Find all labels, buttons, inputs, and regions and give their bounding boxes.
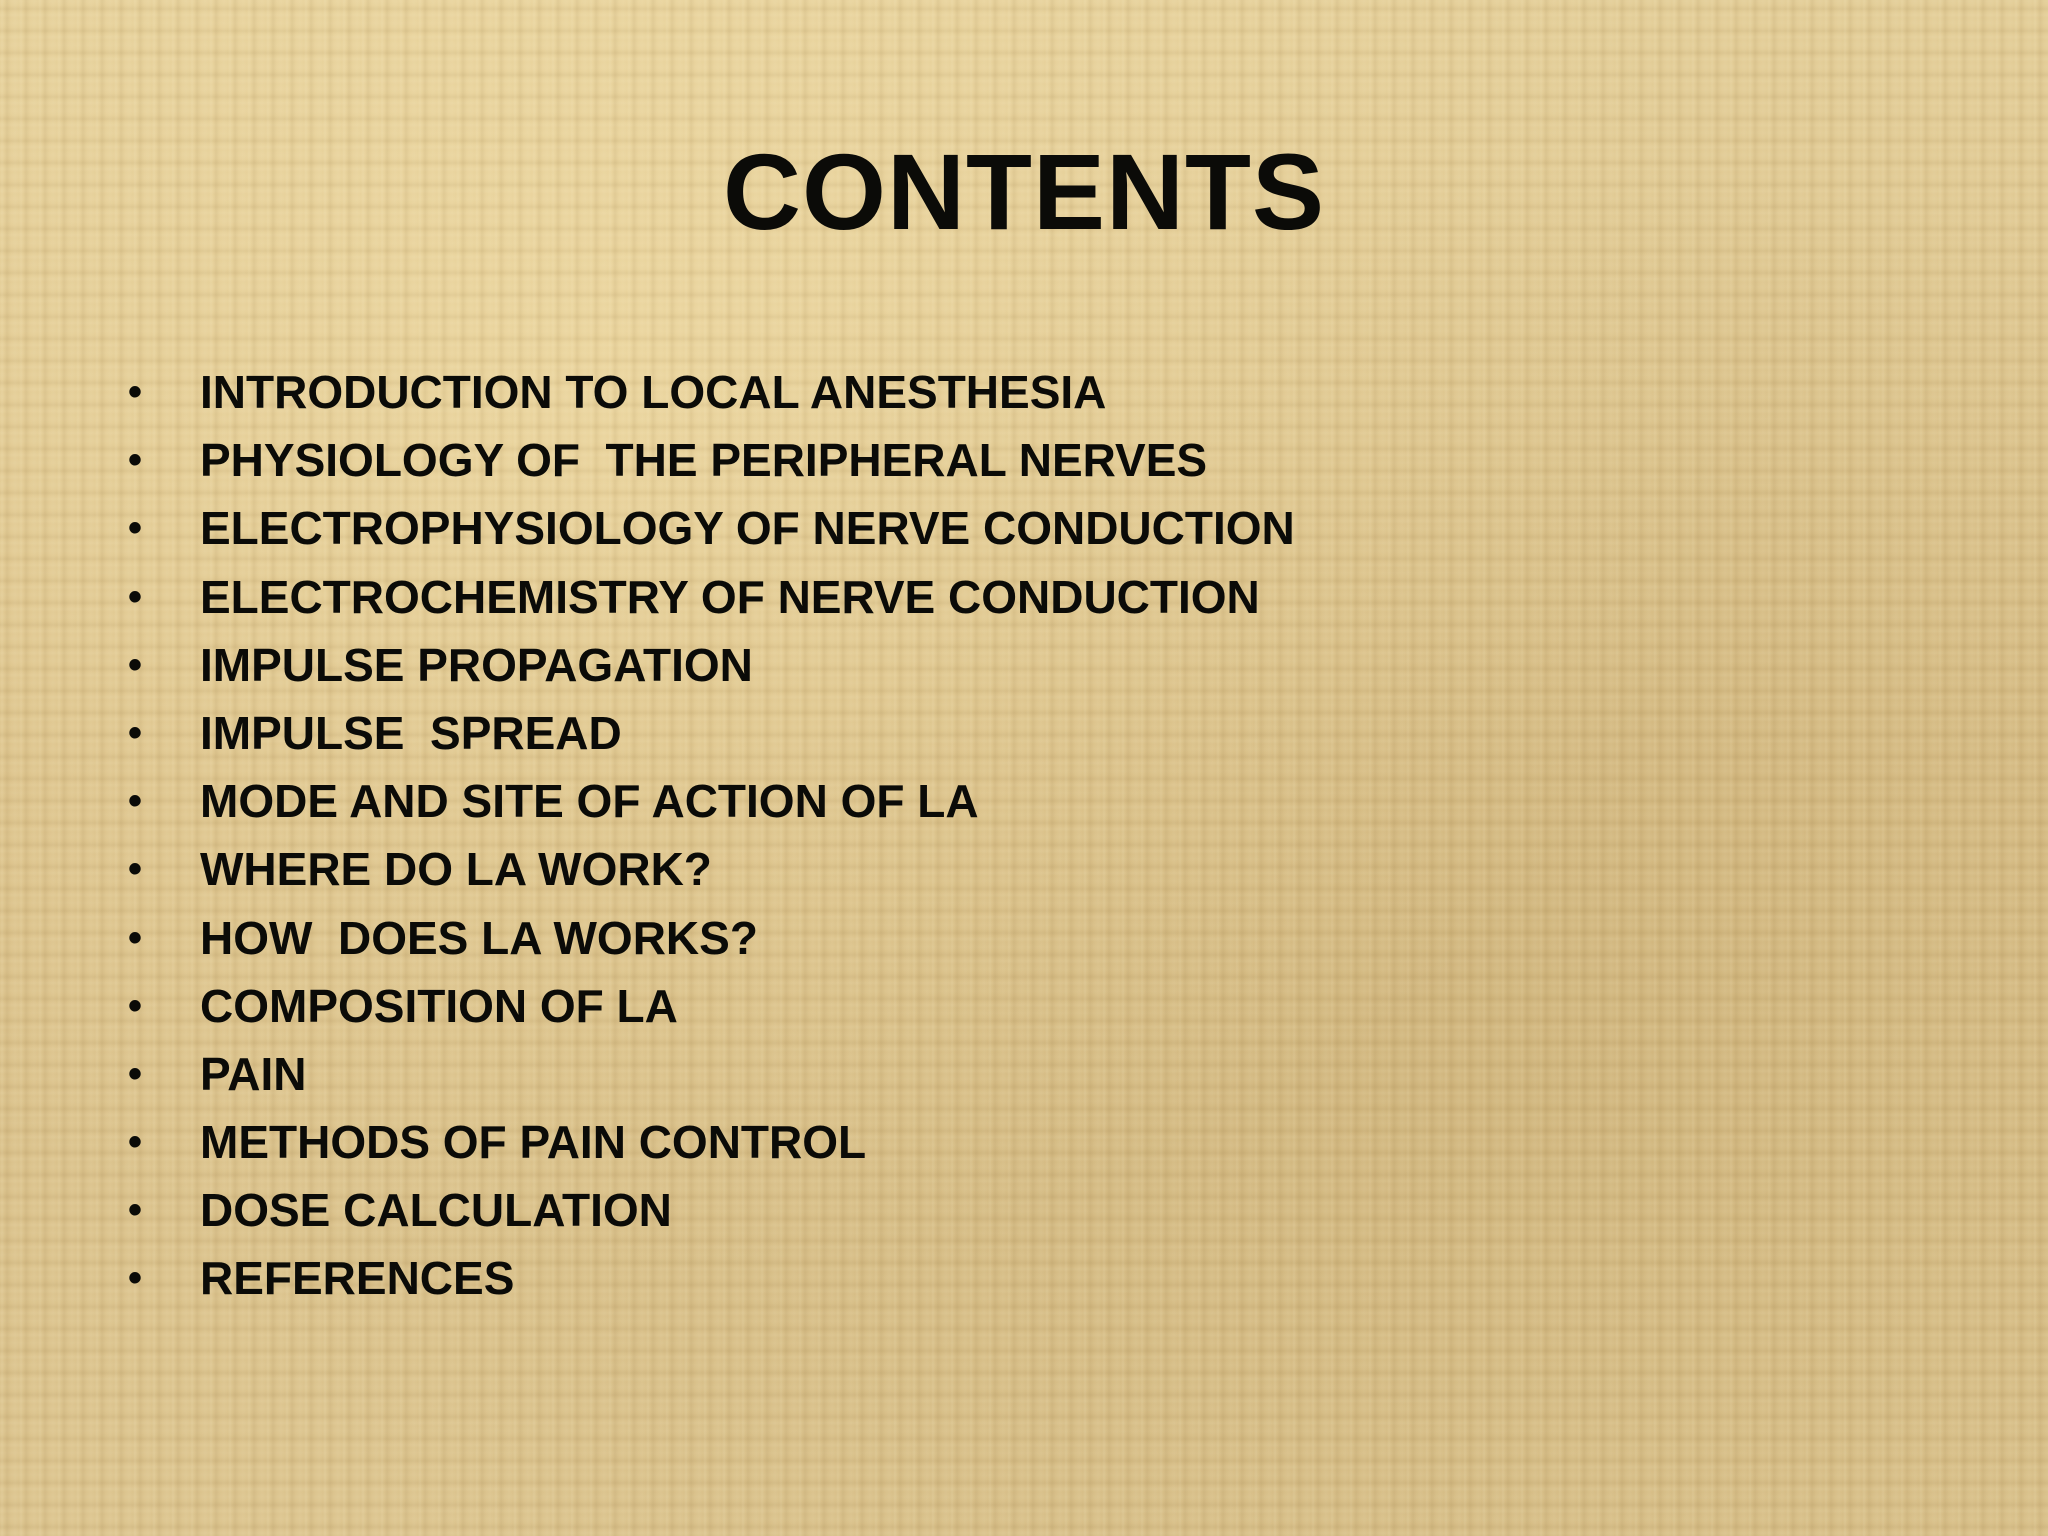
list-item-text: ELECTROCHEMISTRY OF NERVE CONDUCTION [200, 570, 1260, 623]
list-item [120, 1040, 1820, 1108]
bullet-icon: • [127, 847, 142, 892]
list-item-text: METHODS OF PAIN CONTROL [200, 1116, 867, 1169]
list-item [120, 1176, 1820, 1244]
list-item-text: MODE AND SITE OF ACTION OF LA [200, 775, 979, 828]
list-item [120, 699, 1820, 767]
list-item-text: REFERENCES [200, 1252, 515, 1305]
list-item [120, 631, 1820, 699]
list-item-text: INTRODUCTION TO LOCAL ANESTHESIA [200, 366, 1107, 418]
list-item [120, 1108, 1820, 1176]
list-item-text: IMPULSE PROPAGATION [200, 638, 753, 691]
list-item-text: PAIN [200, 1047, 307, 1100]
bullet-icon: • [127, 1120, 142, 1165]
bullet-icon: • [127, 642, 142, 687]
bullet-icon: • [127, 710, 142, 755]
list-item [120, 904, 1820, 972]
list-item [120, 563, 1820, 631]
list-item-text: COMPOSITION OF LA [200, 979, 678, 1032]
bullet-icon: • [127, 1051, 142, 1096]
contents-list [120, 358, 1820, 1313]
list-item-text: IMPULSE SPREAD [200, 706, 622, 759]
list-item-text: HOW DOES LA WORKS? [200, 911, 758, 964]
bullet-icon: • [127, 438, 142, 483]
bullet-icon: • [127, 370, 142, 414]
bullet-icon: • [127, 1256, 142, 1301]
list-item [120, 494, 1820, 562]
bullet-icon: • [127, 983, 142, 1028]
list-item [120, 972, 1820, 1040]
list-item [120, 835, 1820, 903]
list-item-text: WHERE DO LA WORK? [200, 843, 712, 896]
list-item [120, 1244, 1820, 1312]
bullet-icon: • [127, 779, 142, 824]
list-item-text: DOSE CALCULATION [200, 1184, 672, 1237]
bullet-icon: • [127, 1188, 142, 1233]
list-item [120, 358, 1820, 426]
list-item [120, 767, 1820, 835]
slide-title: CONTENTS [723, 131, 1325, 252]
list-item-text: PHYSIOLOGY OF THE PERIPHERAL NERVES [200, 434, 1208, 487]
bullet-icon: • [127, 574, 142, 619]
list-item [120, 426, 1820, 494]
list-item-text: ELECTROPHYSIOLOGY OF NERVE CONDUCTION [200, 502, 1295, 555]
bullet-icon: • [127, 506, 142, 551]
bullet-icon: • [127, 915, 142, 960]
